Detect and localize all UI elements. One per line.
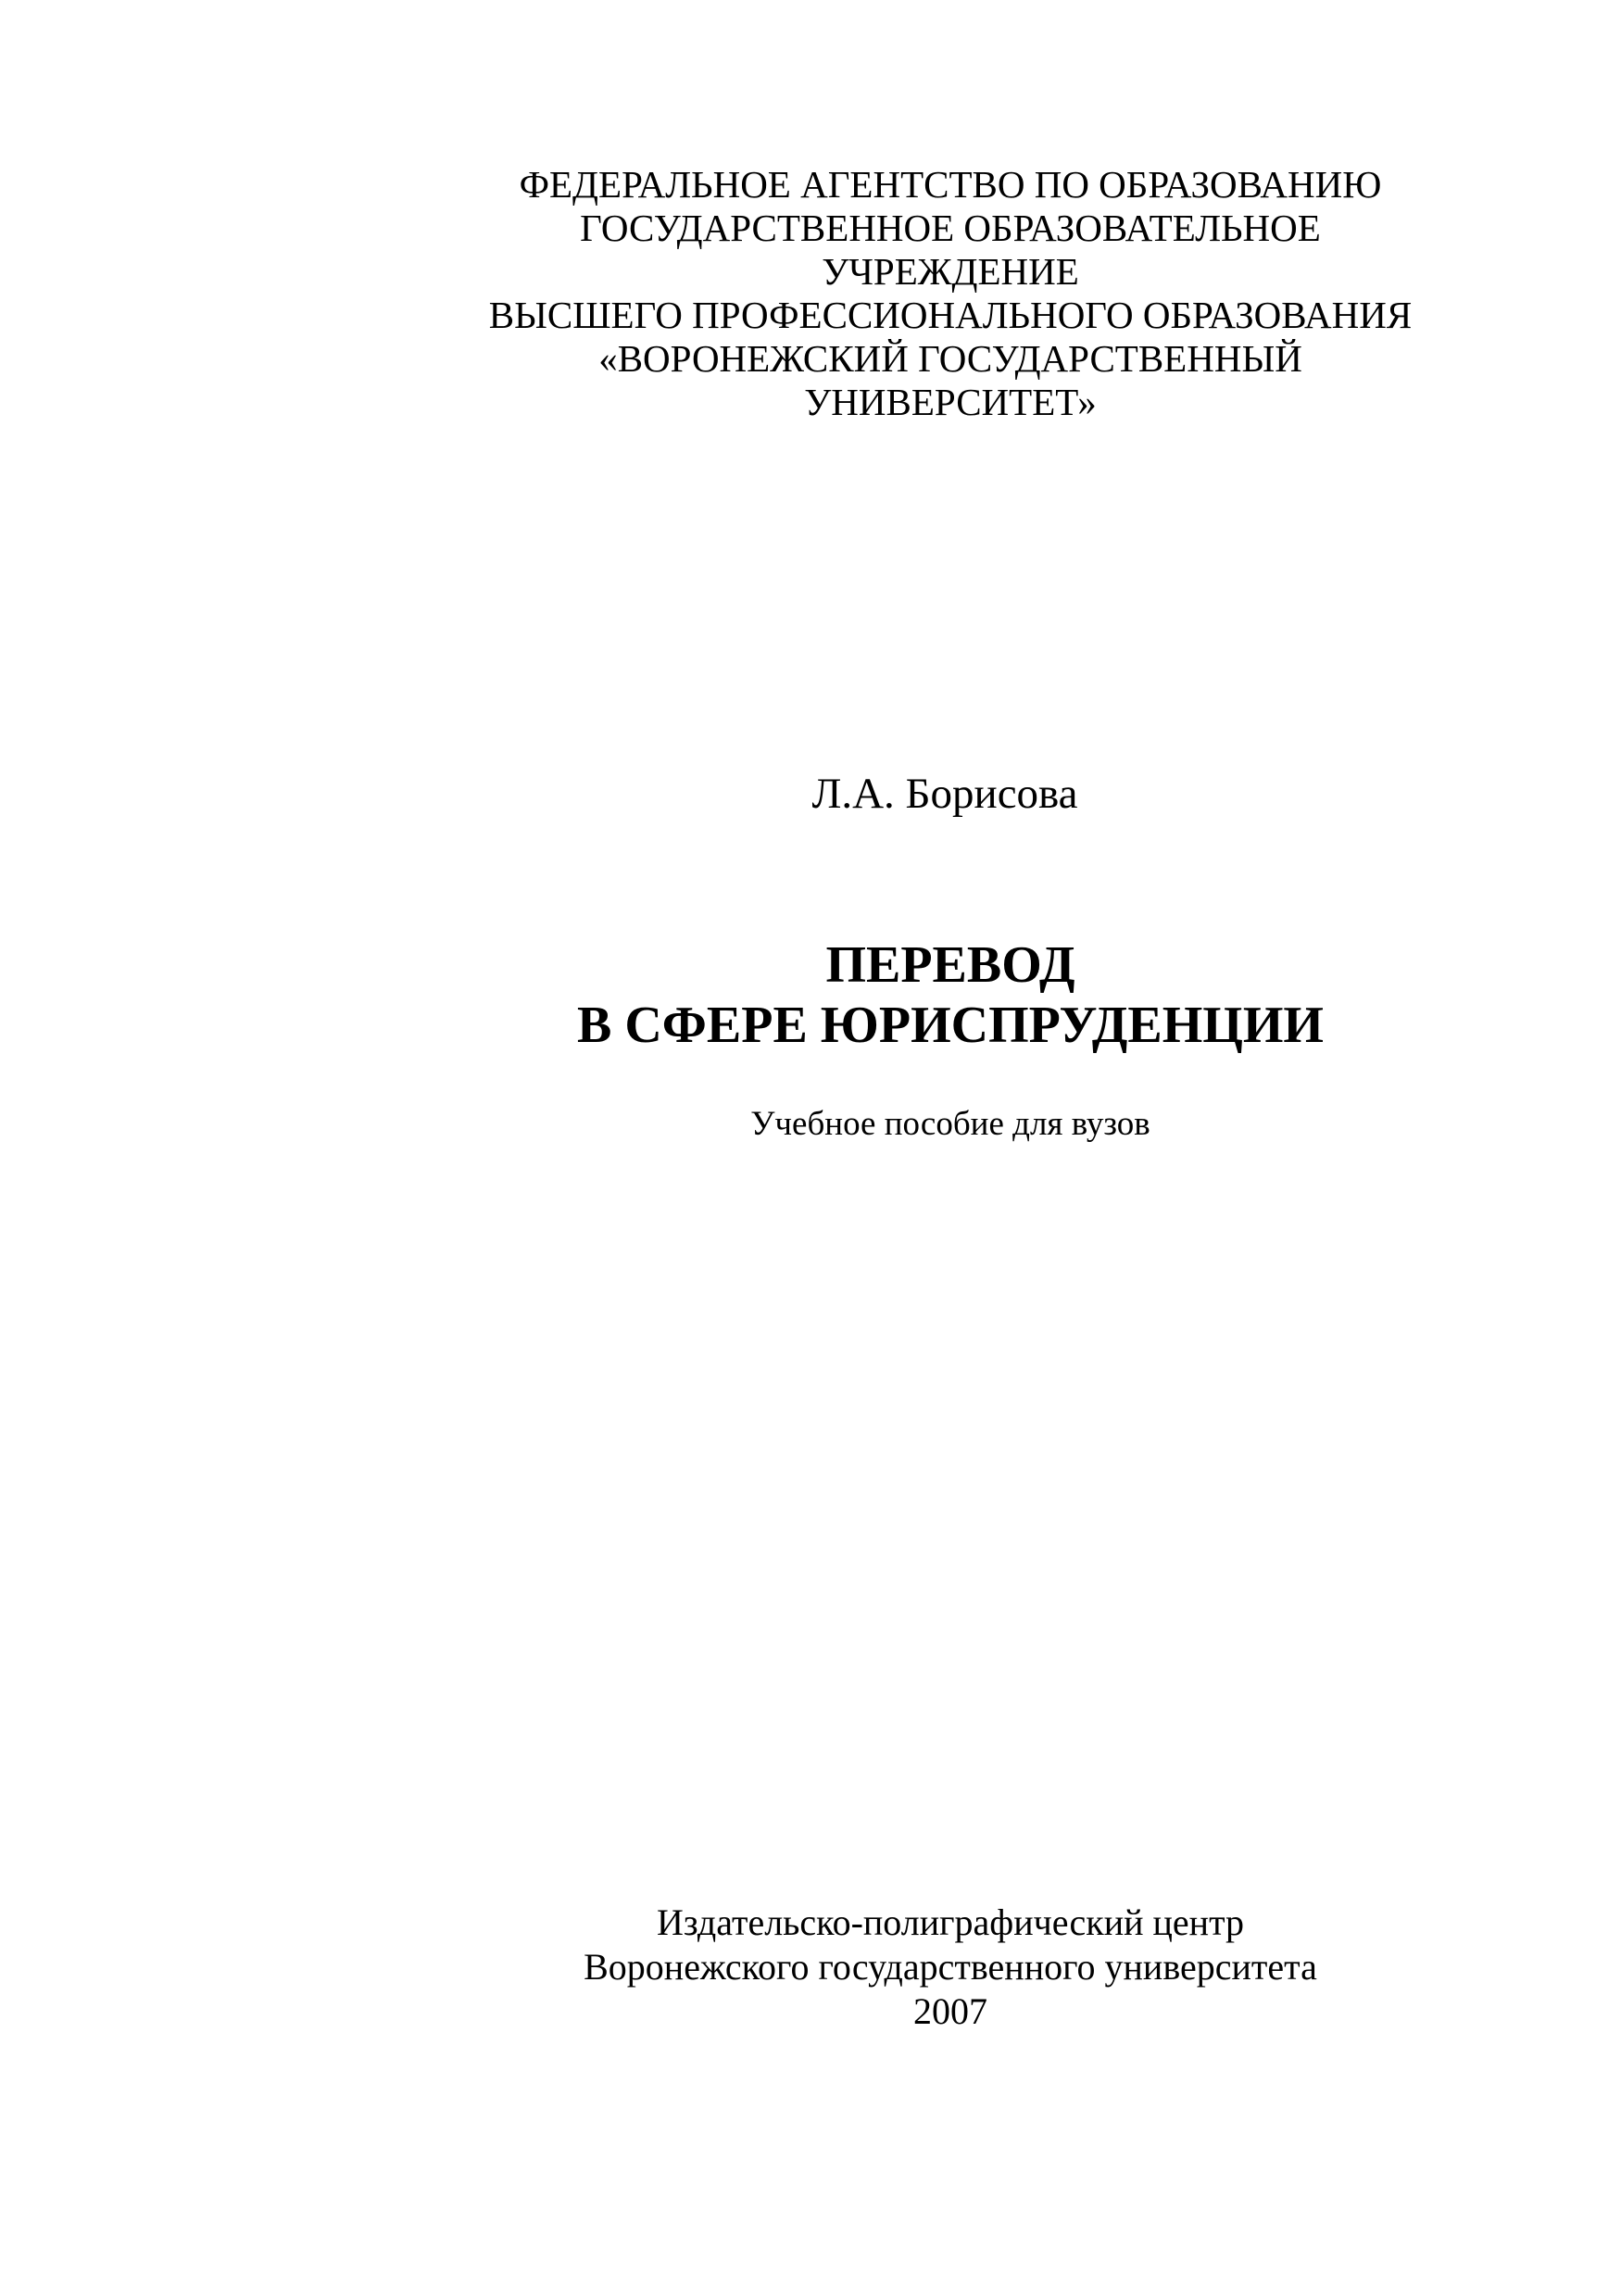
header-line-university-name: «ВОРОНЕЖСКИЙ ГОСУДАРСТВЕННЫЙ: [598, 337, 1302, 380]
publisher-line-center: Издательско-полиграфический центр: [656, 1901, 1245, 1943]
header-line-agency: ФЕДЕРАЛЬНОЕ АГЕНТСТВО ПО ОБРАЗОВАНИЮ: [519, 163, 1382, 206]
header-line-state-educational: ГОСУДАРСТВЕННОЕ ОБРАЗОВАТЕЛЬНОЕ: [580, 207, 1321, 249]
header-line-university: УНИВЕРСИТЕТ»: [804, 381, 1097, 423]
publisher-imprint: [487, 1901, 1414, 2034]
book-title-line-2: В СФЕРЕ ЮРИСПРУДЕНЦИИ: [577, 997, 1324, 1054]
institution-header: [487, 163, 1414, 424]
publisher-line-university: Воронежского государственного университета: [584, 1946, 1317, 1988]
header-line-higher-education: ВЫСШЕГО ПРОФЕССИОНАЛЬНОГО ОБРАЗОВАНИЯ: [488, 294, 1413, 336]
author-name: Л.А. Борисова: [811, 770, 1078, 818]
publication-year: 2007: [913, 1990, 987, 2032]
book-title-line-1: ПЕРЕВОД: [825, 936, 1075, 994]
header-line-institution: УЧРЕЖДЕНИЕ: [822, 250, 1079, 293]
book-title: [487, 935, 1414, 1056]
book-subtitle: Учебное пособие для вузов: [750, 1105, 1150, 1143]
